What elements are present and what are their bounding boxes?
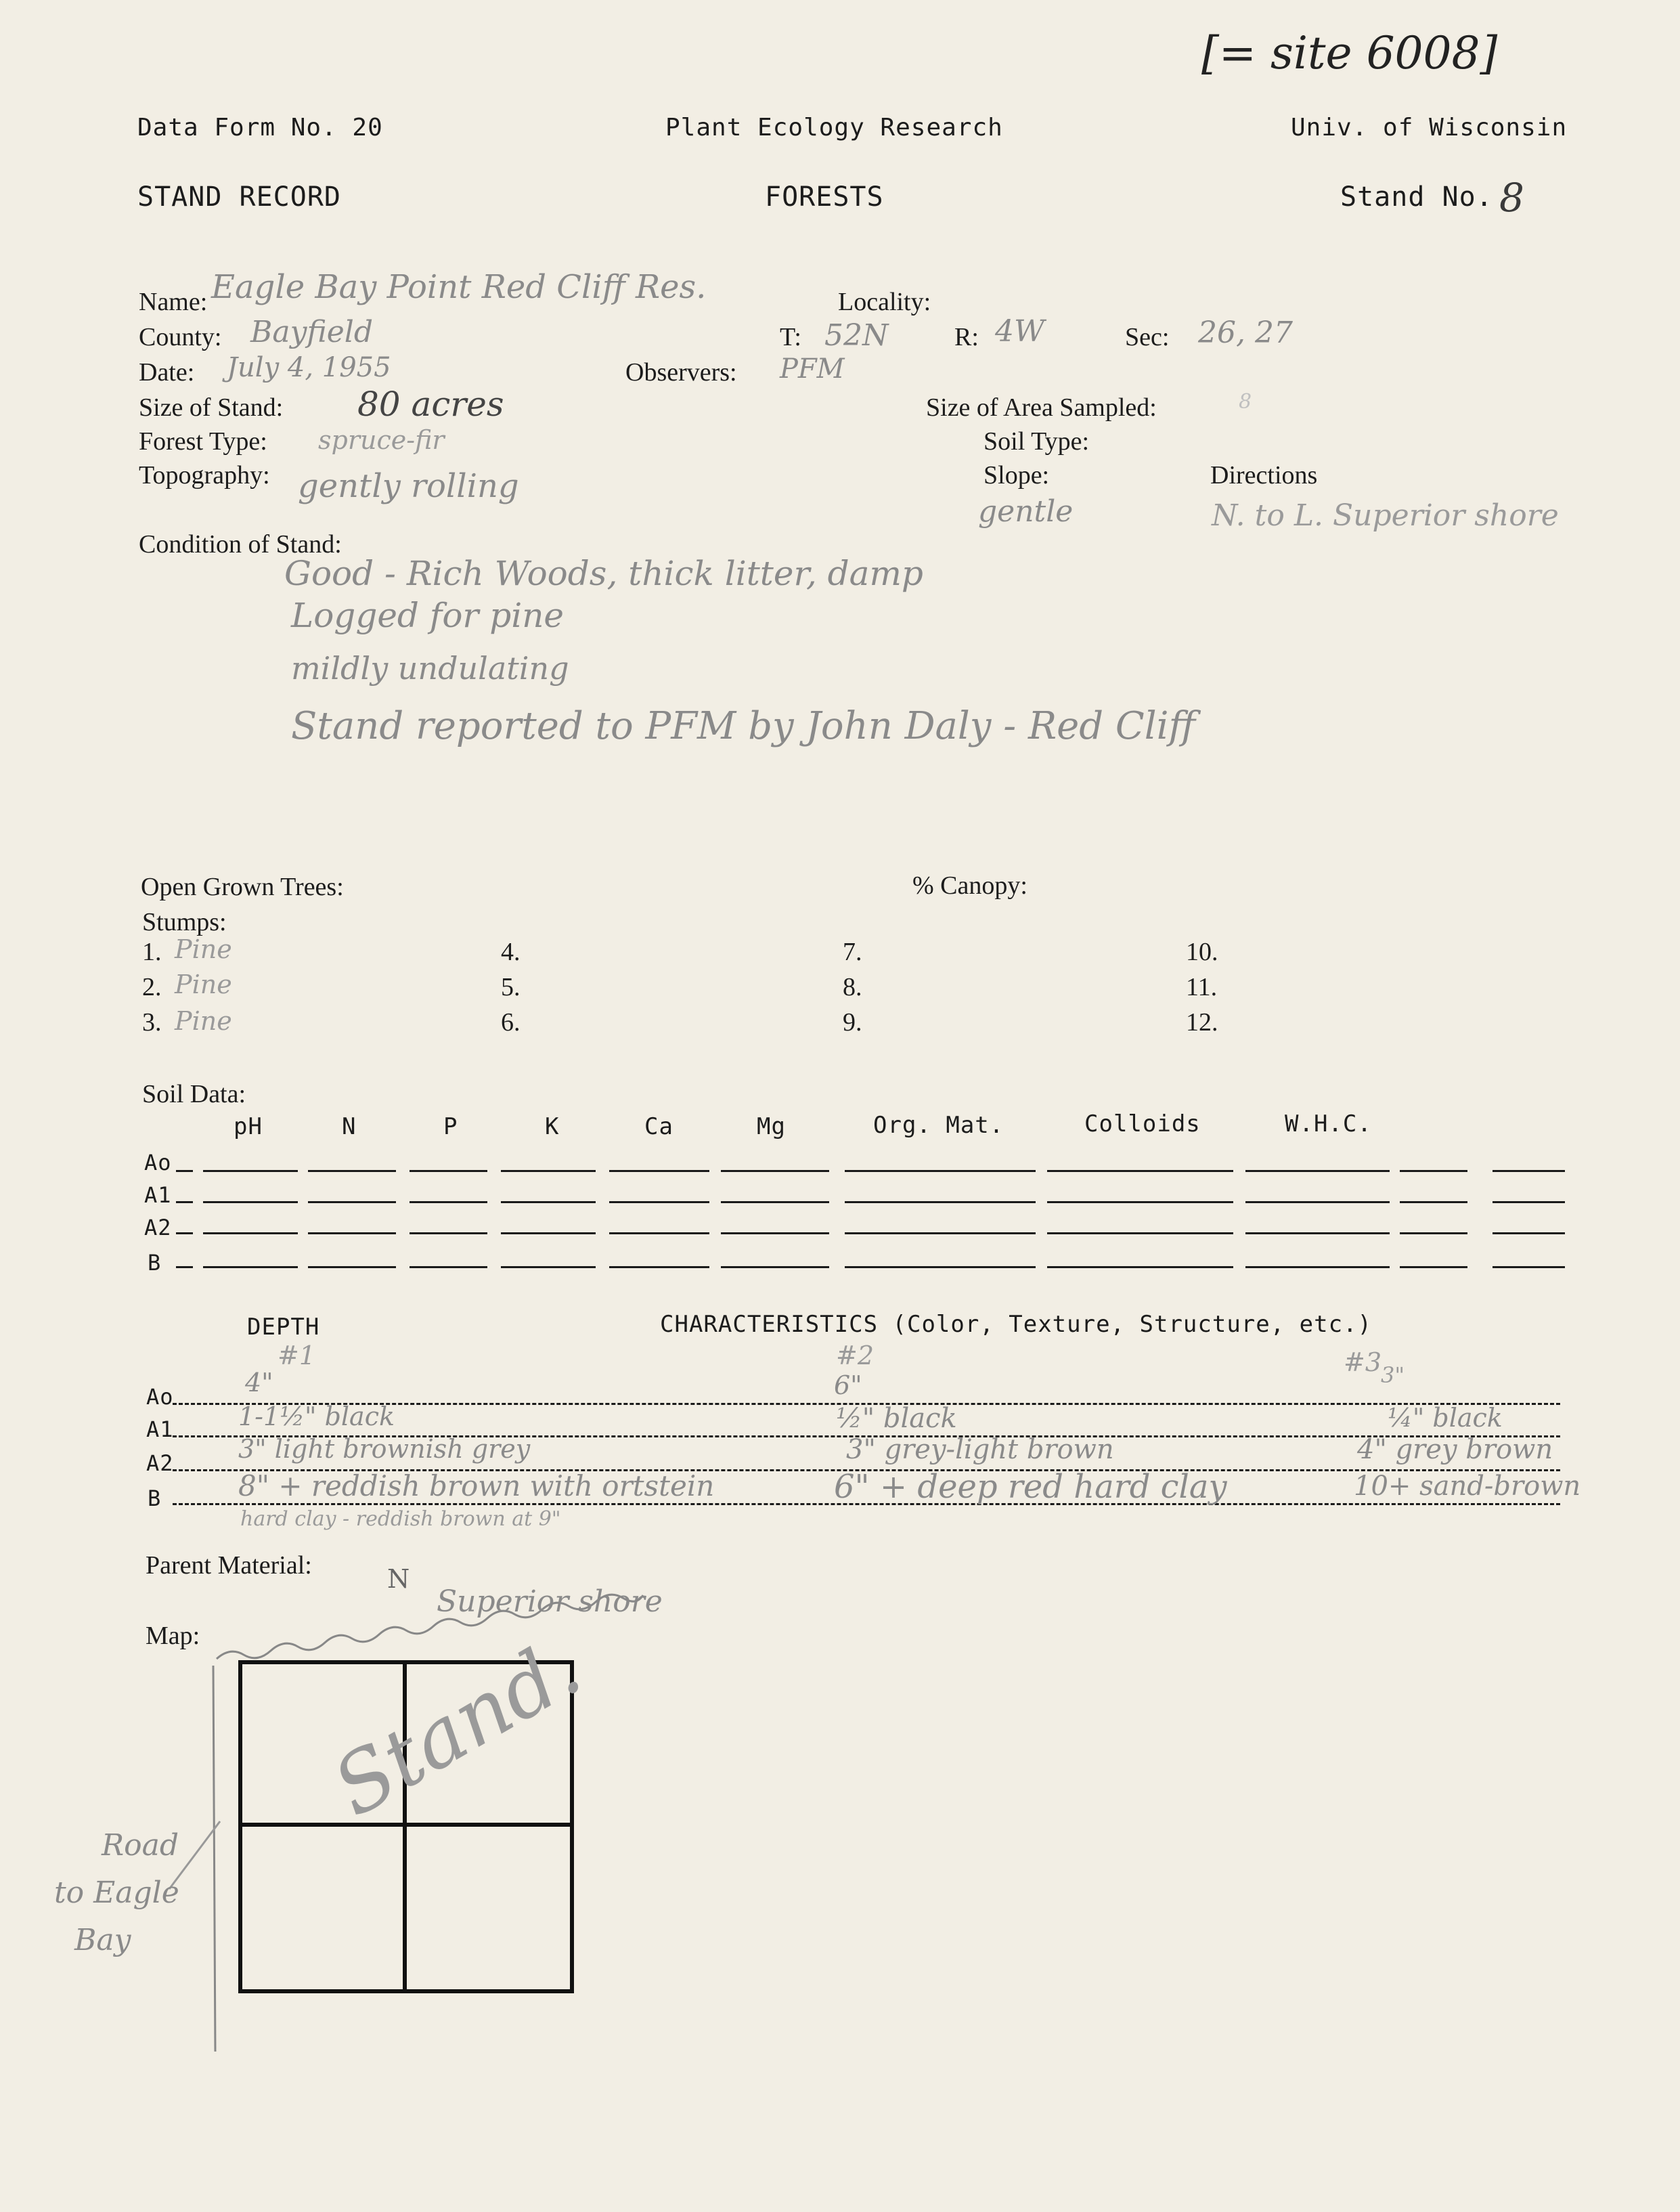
- soil-col-ca: Ca: [644, 1113, 673, 1140]
- stump-number-7: 7.: [843, 938, 862, 966]
- site3-label: #3: [1344, 1347, 1382, 1377]
- depth-label: DEPTH: [247, 1314, 320, 1341]
- road-label-1: Road: [102, 1828, 179, 1863]
- section-value: 26, 27: [1198, 316, 1293, 350]
- stump-number-11: 11.: [1186, 973, 1218, 1001]
- condition-label: Condition of Stand:: [139, 530, 342, 559]
- slope-value: gentle: [978, 494, 1074, 529]
- site3-a2: 4" grey brown: [1357, 1434, 1553, 1465]
- soil-col-ph: pH: [234, 1113, 263, 1140]
- profile-row-ao: Ao: [146, 1384, 174, 1410]
- date-value: July 4, 1955: [227, 352, 391, 383]
- stump-value-1: Pine: [175, 934, 232, 964]
- soil-col-k: K: [545, 1113, 560, 1140]
- open-grown-trees-label: Open Grown Trees:: [141, 873, 344, 901]
- stand-number-value: 8: [1499, 175, 1524, 221]
- stump-number-10: 10.: [1186, 938, 1218, 966]
- site1-note: hard clay - reddish brown at 9": [240, 1507, 561, 1531]
- university: Univ. of Wisconsin: [1291, 114, 1568, 142]
- observers-label: Observers:: [625, 358, 737, 387]
- county-label: County:: [139, 323, 222, 351]
- condition-line-1: Good - Rich Woods, thick litter, damp: [284, 554, 923, 593]
- site2-label: #2: [836, 1341, 875, 1370]
- stump-number-12: 12.: [1186, 1008, 1218, 1037]
- soil-col-p: P: [443, 1113, 458, 1140]
- site2-a1: ½" black: [836, 1403, 957, 1434]
- site3-ao: 3": [1381, 1362, 1405, 1388]
- stump-number-6: 6.: [501, 1008, 521, 1037]
- record-title: STAND RECORD: [137, 181, 341, 213]
- observers-value: PFM: [780, 353, 845, 385]
- record-type: FORESTS: [765, 181, 884, 213]
- stand-label: Stand.: [318, 1620, 596, 1836]
- stump-number-4: 4.: [501, 938, 521, 966]
- site1-label: #1: [278, 1341, 316, 1370]
- range-label: R:: [954, 323, 979, 351]
- site1-b: 8" + reddish brown with ortstein: [238, 1469, 715, 1502]
- stand-number-label: Stand No.: [1340, 181, 1493, 213]
- stump-number-8: 8.: [843, 973, 862, 1001]
- size-of-stand-value: 80 acres: [357, 385, 504, 424]
- site1-a1: 1-1½" black: [238, 1402, 395, 1431]
- condition-line-2: Logged for pine: [291, 596, 565, 635]
- directions-label: Directions: [1210, 461, 1318, 490]
- form-number: Data Form No. 20: [137, 114, 383, 142]
- name-value: Eagle Bay Point Red Cliff Res.: [211, 268, 707, 306]
- road-label-3: Bay: [74, 1923, 131, 1957]
- soil-col-n: N: [342, 1113, 357, 1140]
- name-label: Name:: [139, 288, 208, 316]
- slope-label: Slope:: [983, 461, 1050, 490]
- organization: Plant Ecology Research: [665, 114, 1003, 142]
- shore-label: Superior shore: [437, 1584, 663, 1619]
- stumps-label: Stumps:: [142, 908, 227, 936]
- stump-number-9: 9.: [843, 1008, 862, 1037]
- township-label: T:: [780, 323, 801, 351]
- soil-row-b: B: [148, 1250, 162, 1276]
- area-sampled-value: 8: [1239, 390, 1252, 414]
- soil-col-colloids: Colloids: [1084, 1110, 1201, 1137]
- site2-b: 6" + deep red hard clay: [834, 1468, 1227, 1506]
- stump-value-2: Pine: [175, 970, 232, 999]
- profile-row-b: B: [148, 1485, 162, 1511]
- date-label: Date:: [139, 358, 195, 387]
- condition-line-4: Stand reported to PFM by John Daly - Red Cliff: [291, 704, 1196, 748]
- range-value: 4W: [995, 314, 1045, 349]
- site3-a1: ¼" black: [1388, 1403, 1503, 1433]
- soil-col-org-mat: Org. Mat.: [873, 1112, 1004, 1139]
- stump-value-3: Pine: [175, 1006, 232, 1036]
- stump-number-1: 1.: [142, 938, 162, 966]
- soil-col-mg: Mg: [757, 1113, 786, 1140]
- soil-row-a1: A1: [144, 1182, 172, 1208]
- north-marker: N: [387, 1564, 410, 1594]
- road-label-2: to Eagle: [54, 1875, 179, 1910]
- site1-a2: 3" light brownish grey: [238, 1434, 531, 1464]
- soil-col-whc: W.H.C.: [1285, 1110, 1372, 1137]
- profile-row-a1: A1: [146, 1416, 174, 1442]
- profile-row-a2: A2: [146, 1450, 174, 1476]
- stump-number-3: 3.: [142, 1008, 162, 1037]
- characteristics-label: CHARACTERISTICS (Color, Texture, Structure, etc.): [660, 1311, 1373, 1338]
- site2-ao: 6": [834, 1370, 862, 1400]
- stump-number-5: 5.: [501, 973, 521, 1001]
- site-note: [= site 6008]: [1201, 27, 1498, 79]
- map-label: Map:: [146, 1622, 200, 1650]
- forest-type-value: spruce-fir: [318, 425, 445, 455]
- topography-label: Topography:: [139, 461, 270, 490]
- directions-value: N. to L. Superior shore: [1212, 498, 1559, 533]
- canopy-label: % Canopy:: [912, 871, 1027, 900]
- soil-row-a2: A2: [144, 1215, 172, 1240]
- condition-line-3: mildly undulating: [291, 650, 569, 687]
- locality-label: Locality:: [838, 288, 931, 316]
- area-sampled-label: Size of Area Sampled:: [926, 393, 1157, 422]
- section-label: Sec:: [1125, 323, 1170, 351]
- parent-material-label: Parent Material:: [146, 1551, 312, 1580]
- topography-value: gently rolling: [298, 467, 519, 505]
- county-value: Bayfield: [250, 315, 374, 349]
- stump-number-2: 2.: [142, 973, 162, 1001]
- site3-b: 10+ sand-brown: [1354, 1471, 1581, 1502]
- site2-a2: 3" grey-light brown: [846, 1434, 1114, 1465]
- size-of-stand-label: Size of Stand:: [139, 393, 284, 422]
- soil-type-label: Soil Type:: [983, 427, 1090, 456]
- soil-row-ao: Ao: [144, 1150, 172, 1175]
- township-value: 52N: [824, 318, 889, 353]
- soil-data-label: Soil Data:: [142, 1080, 246, 1108]
- site1-ao: 4": [245, 1368, 273, 1397]
- forest-type-label: Forest Type:: [139, 427, 267, 456]
